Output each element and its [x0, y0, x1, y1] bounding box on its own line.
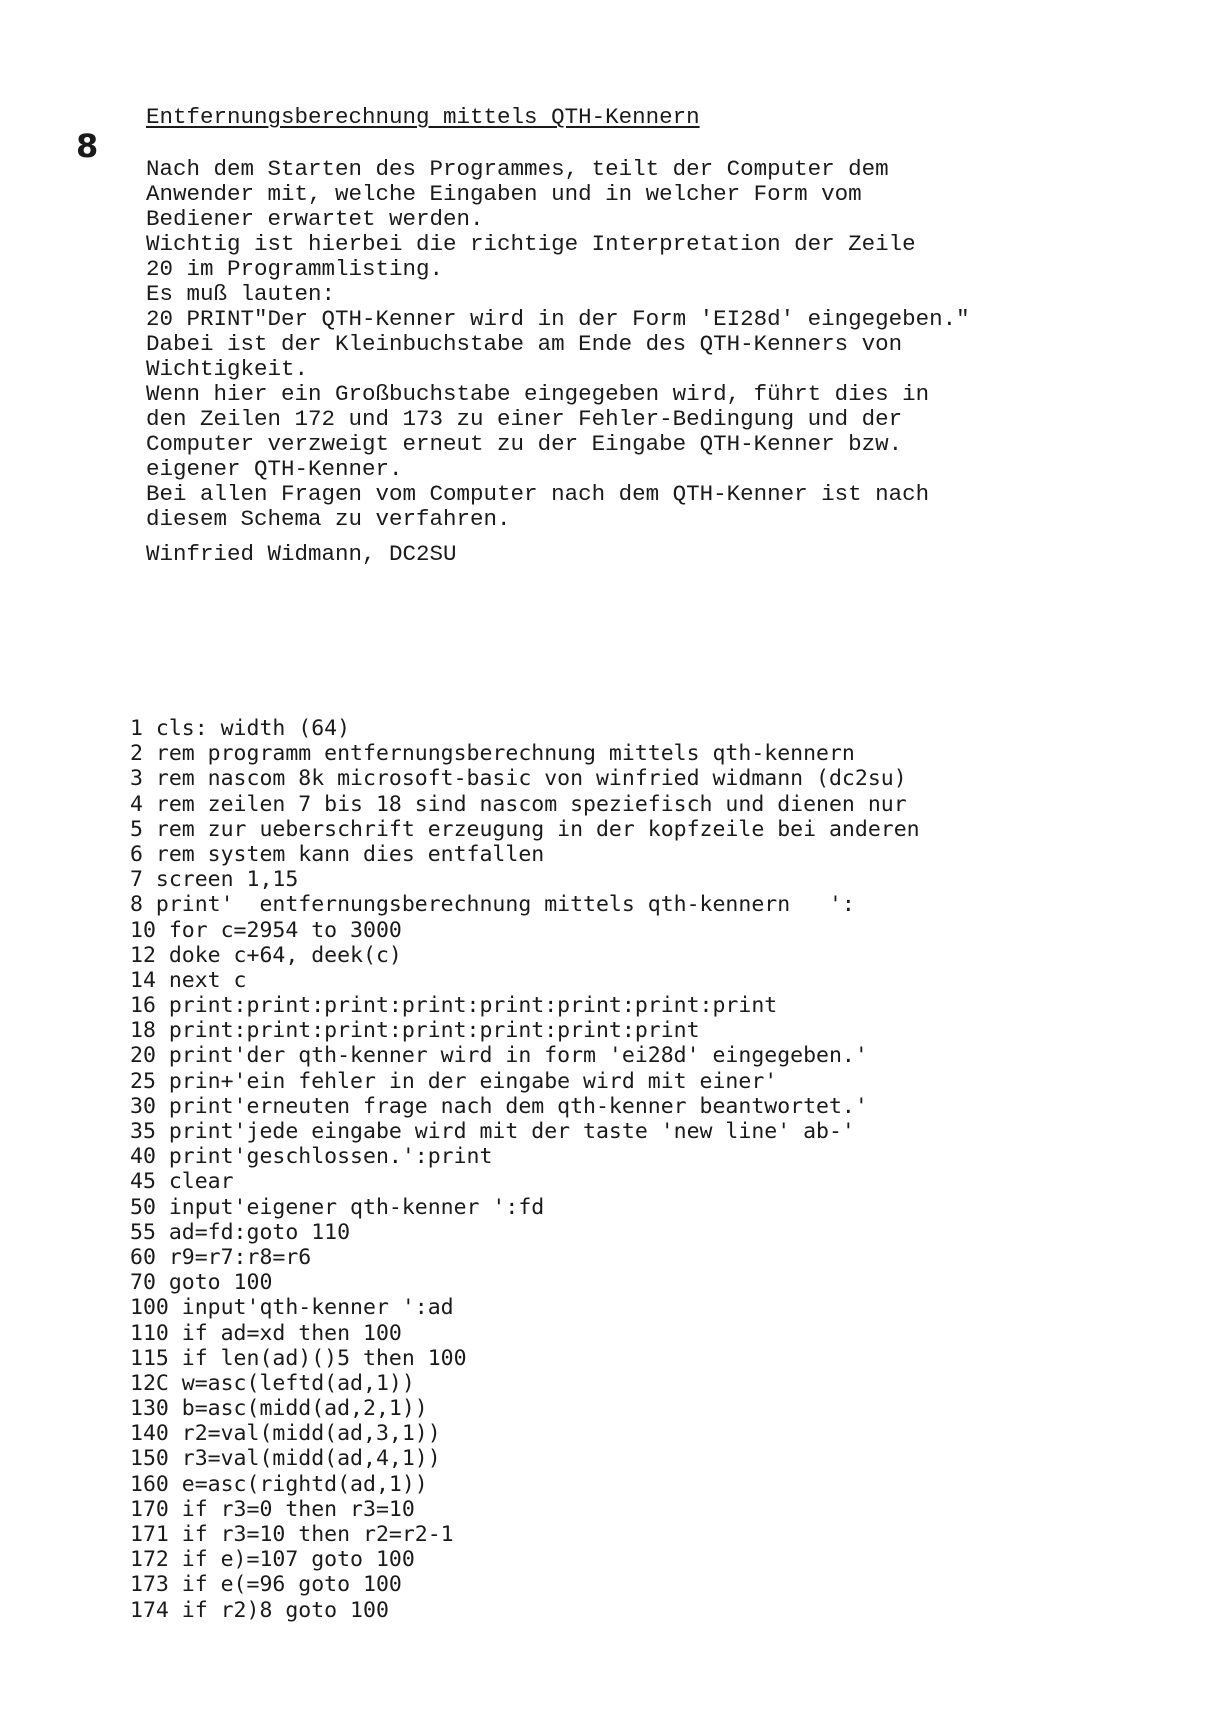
body-line: Nach dem Starten des Programmes, teilt der Computer dem: [146, 156, 889, 182]
code-line: 70 goto 100: [130, 1270, 273, 1296]
code-line: 6 rem system kann dies entfallen: [130, 841, 545, 867]
code-line: 172 if e)=107 goto 100: [130, 1547, 415, 1573]
body-line: diesem Schema zu verfahren.: [146, 506, 511, 532]
code-line: 35 print'jede eingabe wird mit der taste 'new line' ab-': [130, 1119, 855, 1144]
body-line: Wenn hier ein Großbuchstabe eingegeben wird, führt dies in: [146, 381, 930, 407]
body-line: Anwender mit, welche Eingaben und in welcher Form vom: [146, 181, 862, 207]
body-line: Computer verzweigt erneut zu der Eingabe QTH-Kenner bzw.: [146, 431, 903, 457]
code-line: 50 input'eigener qth-kenner ':fd: [130, 1194, 545, 1220]
body-line: Wichtigkeit.: [146, 356, 309, 382]
body-line: Es muß lauten:: [146, 281, 336, 307]
code-line: 60 r9=r7:r8=r6: [130, 1244, 312, 1270]
code-line: 2 rem programm entfernungsberechnung mittels qth-kennern: [130, 741, 855, 767]
code-line: 170 if r3=0 then r3=10: [130, 1496, 415, 1522]
code-line: 18 print:print:print:print:print:print:print: [130, 1018, 700, 1044]
code-line: 160 e=asc(rightd(ad,1)): [130, 1471, 428, 1497]
code-line: 115 if len(ad)()5 then 100: [130, 1345, 467, 1371]
code-line: 14 next c: [130, 967, 247, 993]
code-line: 8 print' entfernungsberechnung mittels qth-kennern ':: [130, 892, 855, 918]
code-line: 173 if e(=96 goto 100: [130, 1572, 402, 1598]
code-line: 174 if r2)8 goto 100: [130, 1597, 389, 1623]
program-listing: [130, 716, 920, 1623]
code-line: 100 input'qth-kenner ':ad: [130, 1295, 454, 1321]
code-line: 7 screen 1,15: [130, 867, 299, 893]
code-line: 16 print:print:print:print:print:print:print:print: [130, 993, 778, 1019]
page-number: 8: [76, 127, 99, 165]
code-line: 110 if ad=xd then 100: [130, 1320, 402, 1346]
body-line: Bediener erwartet werden.: [146, 206, 484, 232]
code-line: 20 print'der qth-kenner wird in form 'ei28d' eingegeben.': [130, 1043, 868, 1069]
body-line: Dabei ist der Kleinbuchstabe am Ende des QTH-Kenners von: [146, 331, 903, 357]
body-line: Bei allen Fragen vom Computer nach dem QTH-Kenner ist nach: [146, 481, 930, 507]
code-line: 5 rem zur ueberschrift erzeugung in der kopfzeile bei anderen: [130, 816, 920, 842]
code-line: 12 doke c+64, deek(c): [130, 942, 402, 968]
code-line: 150 r3=val(midd(ad,4,1)): [130, 1446, 441, 1472]
body-line: 20 PRINT"Der QTH-Kenner wird in der Form 'EI28d' eingegeben.": [146, 306, 970, 332]
code-line: 30 print'erneuten frage nach dem qth-kenner beantwortet.': [130, 1093, 868, 1119]
code-line: 10 for c=2954 to 3000: [130, 917, 402, 943]
code-line: 45 clear: [130, 1169, 234, 1195]
code-line: 25 prin+'ein fehler in der eingabe wird mit einer': [130, 1068, 778, 1094]
article-body: [146, 157, 970, 532]
code-line: 40 print'geschlossen.':print: [130, 1144, 493, 1170]
body-line: 20 im Programmlisting.: [146, 256, 444, 282]
code-line: 140 r2=val(midd(ad,3,1)): [130, 1421, 441, 1447]
body-line: eigener QTH-Kenner.: [146, 456, 403, 482]
article-title: Entfernungsberechnung mittels QTH-Kennern: [146, 104, 700, 130]
author-signature: Winfried Widmann, DC2SU: [146, 541, 457, 567]
code-line: 12C w=asc(leftd(ad,1)): [130, 1370, 415, 1396]
code-line: 3 rem nascom 8k microsoft-basic von winfried widmann (dc2su): [130, 766, 907, 792]
code-line: 171 if r3=10 then r2=r2-1: [130, 1522, 454, 1547]
code-line: 55 ad=fd:goto 110: [130, 1219, 351, 1245]
body-line: den Zeilen 172 und 173 zu einer Fehler-Bedingung und der: [146, 406, 903, 432]
body-line: Wichtig ist hierbei die richtige Interpretation der Zeile: [146, 231, 916, 257]
code-line: 4 rem zeilen 7 bis 18 sind nascom speziefisch und dienen nur: [130, 791, 907, 817]
code-line: 130 b=asc(midd(ad,2,1)): [130, 1396, 428, 1422]
code-line: 1 cls: width (64): [130, 716, 351, 741]
